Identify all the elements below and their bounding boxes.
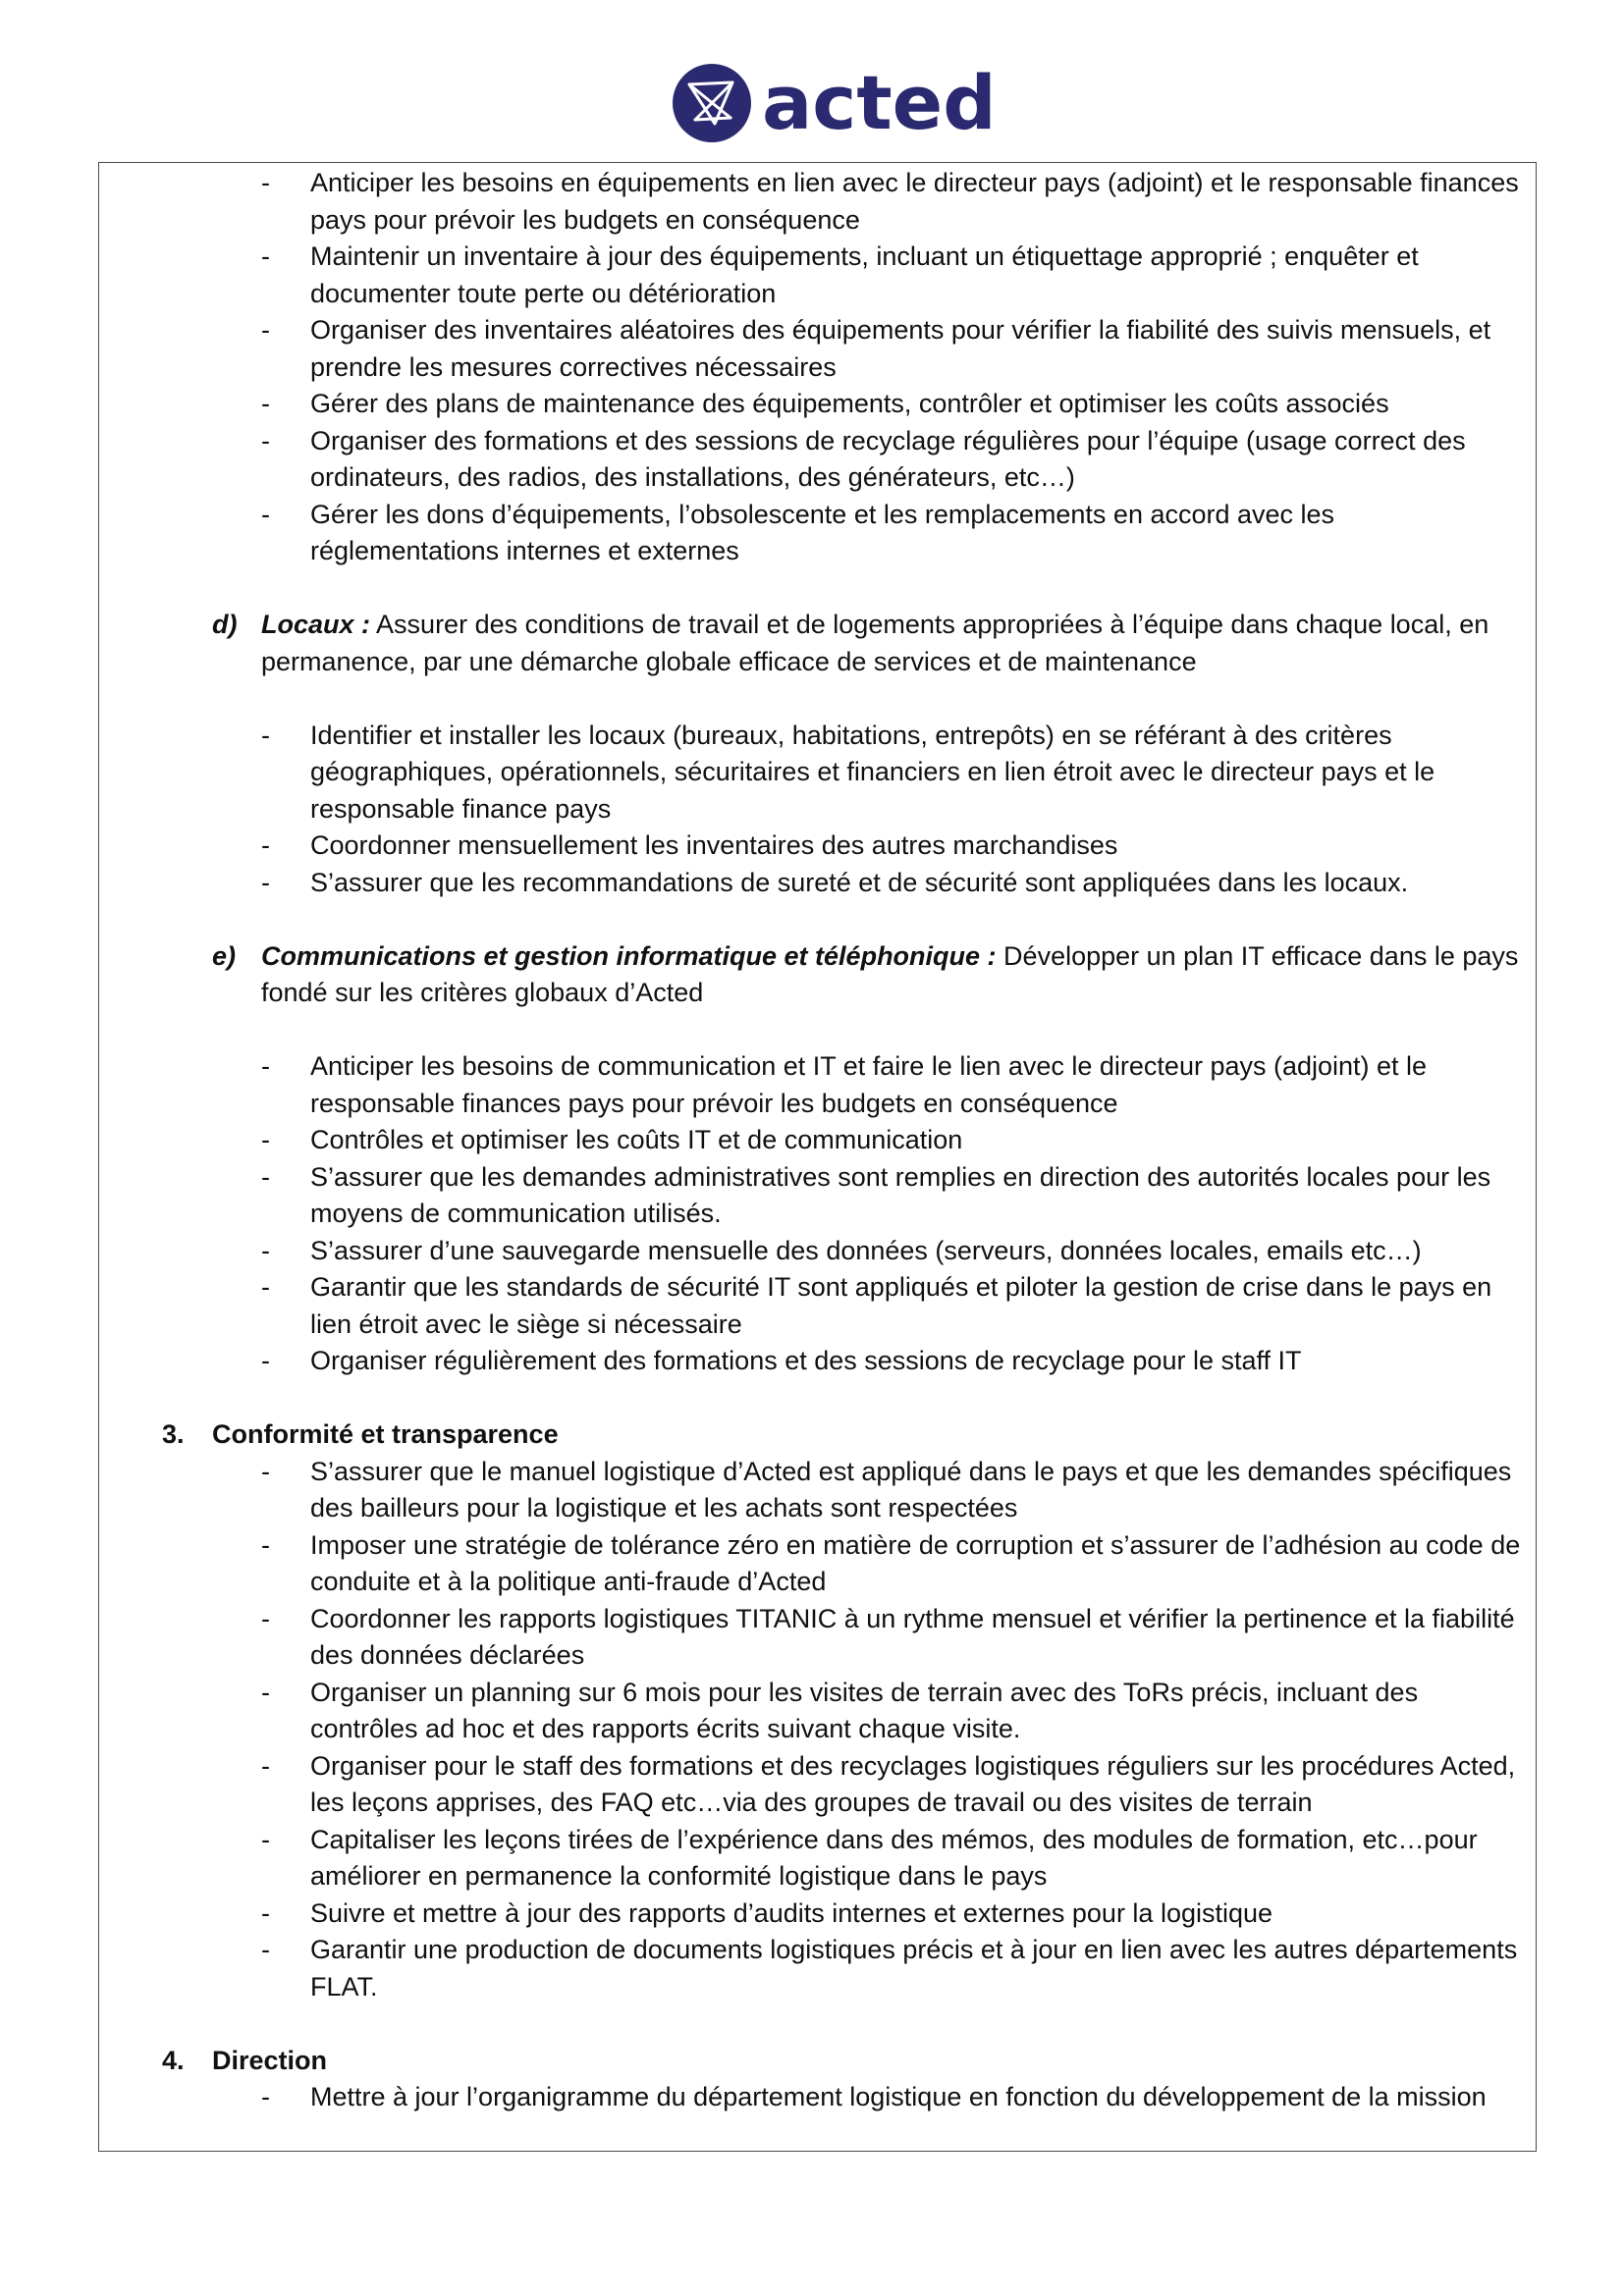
list-item: - Garantir que les standards de sécurité IT sont appliqués et piloter la gestion de crise dans le pays en lien étroit avec le siège si nécessaire: [261, 1272, 1492, 1339]
list-item: - Organiser des formations et des sessions de recyclage régulières pour l’équipe (usage correct des ordinateurs, des radios, des installations, des générateurs, etc…): [261, 425, 1466, 492]
list-item: - Mettre à jour l’organigramme du département logistique en fonction du développement de la mission: [261, 2082, 1487, 2111]
list-item: - Identifier et installer les locaux (bureaux, habitations, entrepôts) en se référant à des critères géographiques, opérationnels, sécuritaires et financiers en lien étroit avec le directeur pays et le responsable finance pays: [261, 720, 1435, 824]
section-d-list: [0, 718, 1624, 902]
equipment-list: [0, 165, 1624, 570]
list-item: - S’assurer que le manuel logistique d’Acted est appliqué dans le pays et que les demandes spécifiques des bailleurs pour la logistique et les achats sont respectées: [261, 1456, 1512, 1522]
section-3-heading: [0, 1416, 1624, 1454]
acted-logo-icon: [672, 63, 752, 143]
section-e-text: Développer un plan IT efficace dans le pays fondé sur les critères globaux d’Acted: [261, 940, 1519, 1007]
section-4-title: Direction: [212, 2045, 328, 2075]
acted-wordmark: acted: [762, 59, 997, 146]
list-item: - S’assurer que les demandes administratives sont remplies en direction des autorités locales pour les moyens de communication utilisés.: [261, 1161, 1491, 1228]
acted-logo: [672, 61, 997, 145]
list-item: - Organiser un planning sur 6 mois pour les visites de terrain avec des ToRs précis, incluant des contrôles ad hoc et des rapports écrits suivant chaque visite.: [261, 1677, 1419, 1743]
list-item: - Suivre et mettre à jour des rapports d’audits internes et externes pour la logistique: [261, 1897, 1273, 1928]
list-item: - Capitaliser les leçons tirées de l’expérience dans des mémos, des modules de formation, etc…pour améliorer en permanence la conformité logistique dans le pays: [261, 1824, 1478, 1891]
section-d-title: Locaux :: [261, 610, 371, 639]
section-3-number: 3.: [162, 1419, 185, 1449]
section-d-letter: d): [212, 610, 238, 639]
list-item: - Organiser des inventaires aléatoires des équipements pour vérifier la fiabilité des suivis mensuels, et prendre les mesures correctives nécessaires: [261, 315, 1491, 382]
list-item: - Coordonner mensuellement les inventaires des autres marchandises: [261, 830, 1118, 860]
document-body: [0, 165, 1624, 2116]
section-4-heading: [0, 2043, 1624, 2080]
list-item: - Coordonner les rapports logistiques TITANIC à un rythme mensuel et vérifier la pertinence et la fiabilité des données déclarées: [261, 1603, 1515, 1670]
list-item: - Contrôles et optimiser les coûts IT et de communication: [261, 1125, 963, 1154]
list-item: - Imposer une stratégie de tolérance zéro en matière de corruption et s’assurer de l’adhésion au code de conduite et à la politique anti-fraude d’Acted: [261, 1529, 1521, 1596]
list-item: - Maintenir un inventaire à jour des équipements, incluant un étiquettage approprié ; enquêter et documenter toute perte ou détérioration: [261, 241, 1419, 308]
list-item: - S’assurer que les recommandations de sureté et de sécurité sont appliquées dans les locaux.: [261, 867, 1409, 897]
section-3-title: Conformité et transparence: [212, 1419, 559, 1449]
list-item: - S’assurer d’une sauvegarde mensuelle des données (serveurs, données locales, emails etc…): [261, 1235, 1422, 1265]
section-e-heading: [0, 938, 1624, 1012]
list-item: - Organiser régulièrement des formations et des sessions de recyclage pour le staff IT: [261, 1346, 1302, 1375]
list-item: - Gérer les dons d’équipements, l’obsolescente et les remplacements en accord avec les réglementations internes et externes: [261, 499, 1335, 565]
section-3-list: [0, 1454, 1624, 2006]
section-e-list: [0, 1048, 1624, 1380]
section-4-number: 4.: [162, 2045, 185, 2075]
list-item: - Anticiper les besoins en équipements en lien avec le directeur pays (adjoint) et le responsable finances pays pour prévoir les budgets en conséquence: [261, 168, 1519, 235]
section-e-letter: e): [212, 940, 237, 971]
section-d-heading: [0, 607, 1624, 680]
section-4-list: [0, 2079, 1624, 2116]
section-e-title: Communications et gestion informatique et téléphonique :: [261, 940, 997, 971]
list-item: - Gérer des plans de maintenance des équipements, contrôler et optimiser les coûts associés: [261, 389, 1389, 418]
list-item: - Organiser pour le staff des formations et des recyclages logistiques réguliers sur les procédures Acted, les leçons apprises, des FAQ etc…via des groupes de travail ou des visites de terrain: [261, 1750, 1516, 1817]
section-d-text: Assurer des conditions de travail et de logements appropriées à l’équipe dans chaque local, en permanence, par une démarche globale efficace de services et de maintenance: [261, 610, 1489, 676]
list-item: - Garantir une production de documents logistiques précis et à jour en lien avec les autres départements FLAT.: [261, 1935, 1518, 2002]
list-item: - Anticiper les besoins de communication et IT et faire le lien avec le directeur pays (adjoint) et le responsable finances pays pour prévoir les budgets en conséquence: [261, 1051, 1428, 1118]
